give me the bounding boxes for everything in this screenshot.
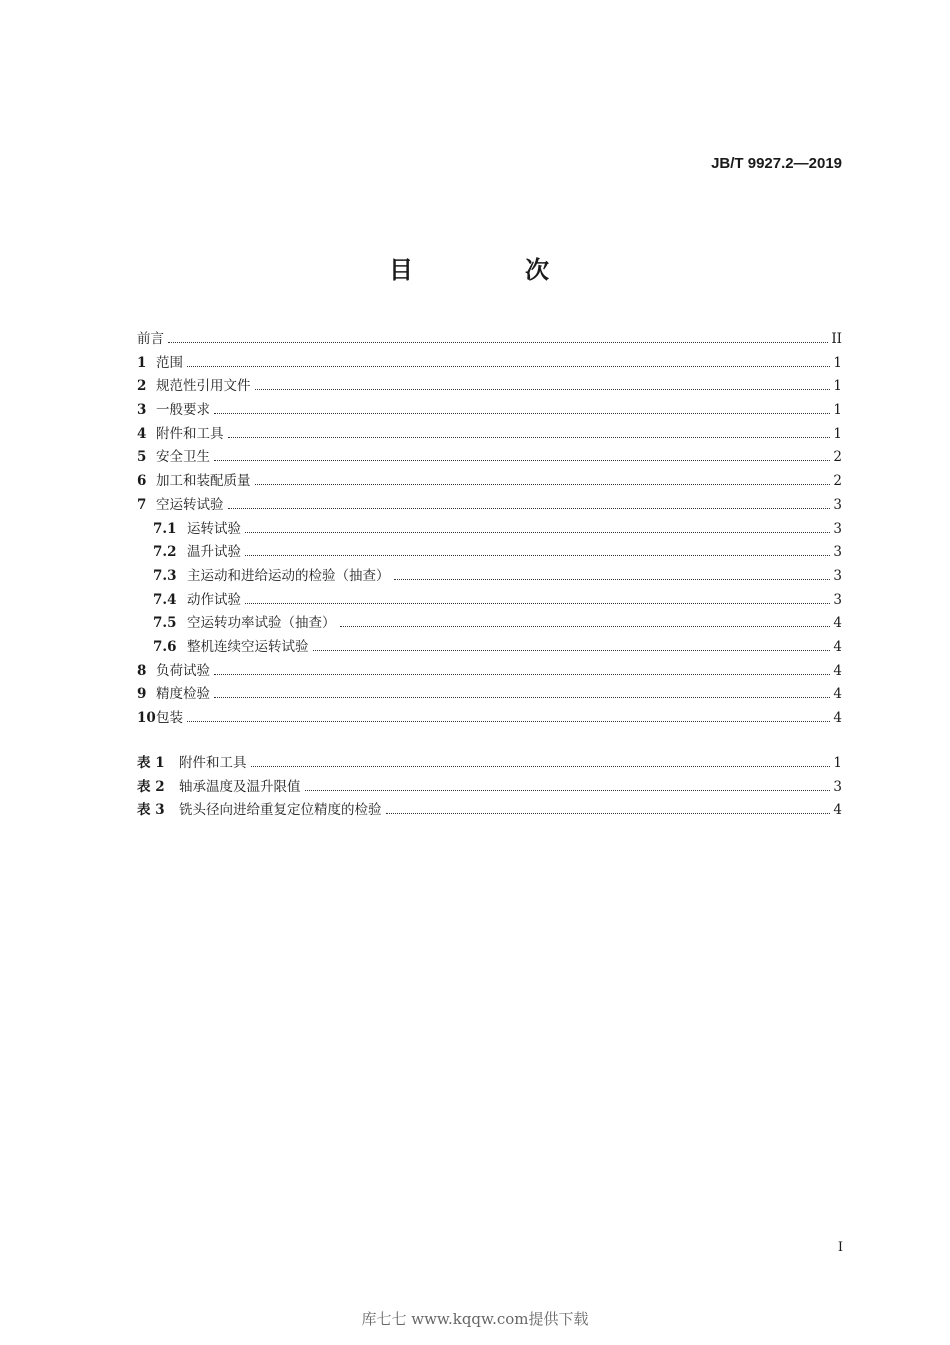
toc-entry-5[interactable] [137,445,842,469]
table-entry-page: 3 [833,778,842,795]
toc-entry-number: 8 [137,662,147,679]
table-entry-number: 表 1 [137,755,165,771]
toc-entry-number: 10 [137,710,156,726]
table-entry-1[interactable] [137,751,842,775]
toc-entry-page: 3 [833,520,842,537]
dot-leader [340,625,831,627]
document-code: JB/T 9927.2—2019 [711,155,842,172]
dot-leader [245,531,830,533]
dot-leader [228,436,831,438]
toc-entry-label: 前言 [137,331,164,347]
dot-leader [187,365,830,367]
dot-leader [313,649,831,651]
toc-entry-number: 6 [137,473,147,490]
toc-entry-6[interactable] [137,469,842,493]
toc-entry-label: 范围 [156,354,183,371]
toc-entry-2[interactable] [137,374,842,398]
dot-leader [214,673,830,675]
toc-entry-page: 3 [833,544,842,561]
dot-leader [255,483,831,485]
toc-entry-page: 3 [833,591,842,608]
table-entry-number: 表 2 [137,778,165,795]
toc-entry-label: 整机连续空运转试验 [187,638,309,655]
toc-entry-7-6[interactable] [137,635,842,659]
toc-entry-page: 2 [833,449,842,466]
toc-entry-page: 1 [833,425,842,442]
toc-entry-label: 负荷试验 [156,662,210,679]
toc-entry-label: 运转试验 [187,520,241,537]
toc-entry-7[interactable] [137,493,842,517]
toc-entry-7-3[interactable] [137,564,842,588]
table-entry-page: 1 [833,755,842,771]
dot-leader [386,812,831,814]
toc-entry-1[interactable] [137,351,842,375]
table-entry-3[interactable] [137,798,842,822]
toc-entry-label: 规范性引用文件 [156,378,251,395]
table-of-contents [137,327,842,730]
toc-entry-page: 3 [833,496,842,513]
toc-entry-10[interactable] [137,706,842,730]
toc-entry-label: 空运转试验 [156,496,224,513]
toc-entry-label: 加工和装配质量 [156,473,251,490]
toc-entry-page: 3 [833,567,842,584]
toc-entry-page: 4 [833,710,842,726]
toc-entry-foreword[interactable] [137,327,842,351]
toc-entry-label: 精度检验 [156,686,210,703]
table-entry-label: 铣头径向进给重复定位精度的检验 [179,802,382,819]
table-entry-number: 表 3 [137,802,165,819]
dot-leader [394,578,831,580]
dot-leader [168,341,828,343]
toc-entry-number: 7.3 [153,567,177,584]
dot-leader [305,789,831,791]
toc-entry-page: 4 [833,615,842,632]
toc-entry-8[interactable] [137,659,842,683]
toc-entry-number: 7.6 [153,638,177,655]
toc-entry-page: II [831,331,842,347]
toc-entry-7-1[interactable] [137,517,842,541]
toc-entry-label: 附件和工具 [156,425,224,442]
list-of-tables [137,751,842,822]
toc-entry-4[interactable] [137,422,842,446]
toc-entry-number: 5 [137,449,147,466]
table-entry-label: 附件和工具 [179,755,247,771]
toc-entry-number: 7.4 [153,591,177,608]
toc-entry-page: 4 [833,686,842,703]
toc-entry-label: 主运动和进给运动的检验（抽查） [187,567,390,584]
table-entry-2[interactable] [137,775,842,799]
toc-entry-label: 温升试验 [187,544,241,561]
table-entry-page: 4 [833,802,842,819]
dot-leader [251,765,831,767]
download-footer: 库七七 www.kqqw.com提供下载 [361,1310,589,1328]
dot-leader [255,388,831,390]
toc-entry-7-4[interactable] [137,588,842,612]
toc-entry-label: 一般要求 [156,402,210,419]
toc-entry-number: 3 [137,402,147,419]
dot-leader [214,696,830,698]
toc-entry-label: 包装 [156,710,183,726]
toc-entry-number: 7.2 [153,544,177,561]
dot-leader [214,412,830,414]
toc-entry-number: 2 [137,378,147,395]
toc-entry-number: 7 [137,496,147,513]
toc-entry-page: 1 [833,402,842,419]
toc-entry-number: 7.5 [153,615,177,632]
toc-entry-number: 4 [137,425,147,442]
page-number: I [837,1240,843,1255]
toc-entry-label: 空运转功率试验（抽查） [187,615,336,632]
toc-entry-7-5[interactable] [137,611,842,635]
toc-entry-9[interactable] [137,682,842,706]
toc-entry-3[interactable] [137,398,842,422]
dot-leader [245,554,830,556]
toc-entry-page: 1 [833,354,842,371]
toc-entry-page: 1 [833,378,842,395]
toc-entry-page: 4 [833,638,842,655]
toc-entry-number: 1 [137,354,147,371]
dot-leader [228,507,831,509]
toc-entry-number: 7.1 [153,520,177,537]
page-title: 目 次 [389,256,593,284]
toc-entry-label: 动作试验 [187,591,241,608]
table-entry-label: 轴承温度及温升限值 [179,778,301,795]
toc-entry-page: 2 [833,473,842,490]
dot-leader [214,459,830,461]
toc-entry-page: 4 [833,662,842,679]
dot-leader [187,720,830,722]
dot-leader [245,602,830,604]
toc-entry-label: 安全卫生 [156,449,210,466]
toc-entry-number: 9 [137,686,147,703]
toc-entry-7-2[interactable] [137,540,842,564]
